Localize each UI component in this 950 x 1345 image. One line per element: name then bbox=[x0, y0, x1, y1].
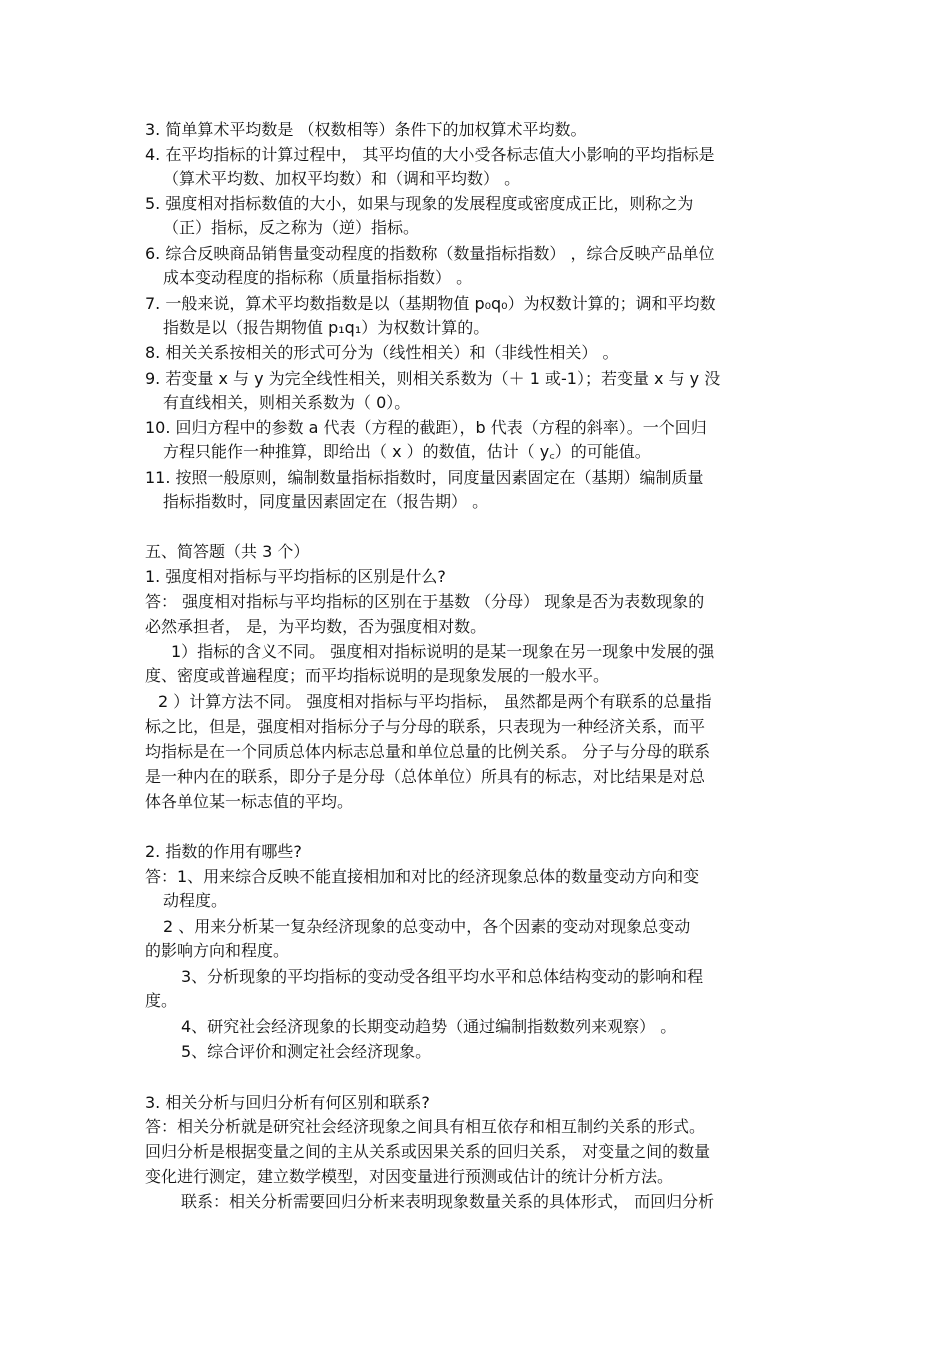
q1-answer-line: 均指标是在一个同质总体内标志总量和单位总量的比例关系。 分子与分母的联系 bbox=[145, 742, 711, 761]
q1-answer-line: 必然承担者， 是，为平均数，否为强度相对数。 bbox=[145, 617, 487, 636]
answer-5-line-2: （正）指标，反之称为（逆）指标。 bbox=[163, 218, 420, 237]
q1-answer-line: 度、密度或普遍程度；而平均指标说明的是现象发展的一般水平。 bbox=[145, 666, 610, 685]
q1-answer-line: 是一种内在的联系，即分子是分母（总体单位）所具有的标志，对比结果是对总 bbox=[145, 767, 706, 786]
q1-answer-line: 答： 强度相对指标与平均指标的区别在于基数 （分母） 现象是否为表数现象的 bbox=[145, 592, 705, 611]
answer-11-line-1: 11. 按照一般原则，编制数量指标指数时，同度量因素固定在（基期）编制质量 bbox=[145, 468, 704, 487]
question-2: 2. 指数的作用有哪些? bbox=[145, 842, 302, 861]
answer-7-line-2: 指数是以（报告期物值 p₁q₁）为权数计算的。 bbox=[163, 318, 490, 337]
answer-11-line-2: 指标指数时，同度量因素固定在（报告期） 。 bbox=[163, 492, 489, 511]
q2-answer-line: 4、研究社会经济现象的长期变动趋势（通过编制指数数列来观察） 。 bbox=[181, 1017, 677, 1036]
q2-answer-line: 动程度。 bbox=[163, 891, 228, 910]
answer-9-line-1: 9. 若变量 x 与 y 为完全线性相关，则相关系数为（＋ 1 或-1）；若变量 x 与 y 没 bbox=[145, 369, 721, 388]
q2-answer-line: 答：1、用来综合反映不能直接相加和对比的经济现象总体的数量变动方向和变 bbox=[145, 867, 700, 886]
answer-6-line-1: 6. 综合反映商品销售量变动程度的指数称（数量指标指数） ，综合反映产品单位 bbox=[145, 244, 715, 263]
answer-10-line-1: 10. 回归方程中的参数 a 代表（方程的截距），b 代表（方程的斜率）。一个回归 bbox=[145, 418, 707, 437]
q2-answer-line: 度。 bbox=[145, 991, 178, 1010]
q3-answer-line: 联系：相关分析需要回归分析来表明现象数量关系的具体形式， 而回归分析 bbox=[181, 1192, 715, 1211]
answer-3-line-1: 3. 简单算术平均数是 （权数相等）条件下的加权算术平均数。 bbox=[145, 120, 587, 139]
q2-answer-line: 2 、用来分析某一复杂经济现象的总变动中，各个因素的变动对现象总变动 bbox=[163, 917, 691, 936]
q2-answer-line: 的影响方向和程度。 bbox=[145, 941, 290, 960]
answer-4-line-2: （算术平均数、加权平均数）和（调和平均数） 。 bbox=[163, 169, 521, 188]
answer-7-line-1: 7. 一般来说，算术平均数指数是以（基期物值 p₀q₀）为权数计算的；调和平均数 bbox=[145, 294, 716, 313]
section-title: 五、简答题（共 3 个） bbox=[145, 542, 310, 561]
answer-10-line-2: 方程只能作一种推算，即给出（ x ）的数值，估计（ y꜀）的可能值。 bbox=[163, 442, 651, 461]
answer-8-line-1: 8. 相关关系按相关的形式可分为（线性相关）和（非线性相关） 。 bbox=[145, 343, 619, 362]
answer-4-line-1: 4. 在平均指标的计算过程中， 其平均值的大小受各标志值大小影响的平均指标是 bbox=[145, 145, 715, 164]
q2-answer-line: 5、综合评价和测定社会经济现象。 bbox=[181, 1042, 432, 1061]
question-1: 1. 强度相对指标与平均指标的区别是什么? bbox=[145, 567, 446, 586]
q3-answer-line: 变化进行测定，建立数学模型，对因变量进行预测或估计的统计分析方法。 bbox=[145, 1167, 674, 1186]
q1-answer-line: 体各单位某一标志值的平均。 bbox=[145, 792, 354, 811]
q3-answer-line: 回归分析是根据变量之间的主从关系或因果关系的回归关系， 对变量之间的数量 bbox=[145, 1142, 711, 1161]
q1-answer-line: 2 ）计算方法不同。 强度相对指标与平均指标， 虽然都是两个有联系的总量指 bbox=[158, 692, 712, 711]
answer-9-line-2: 有直线相关，则相关系数为（ 0）。 bbox=[163, 393, 411, 412]
answer-6-line-2: 成本变动程度的指标称（质量指标指数） 。 bbox=[163, 268, 473, 287]
q1-answer-line: 标之比，但是，强度相对指标分子与分母的联系，只表现为一种经济关系，而平 bbox=[145, 717, 706, 736]
answer-5-line-1: 5. 强度相对指标数值的大小，如果与现象的发展程度或密度成正比，则称之为 bbox=[145, 194, 694, 213]
q2-answer-line: 3、分析现象的平均指标的变动受各组平均水平和总体结构变动的影响和程 bbox=[181, 967, 704, 986]
q3-answer-line: 答：相关分析就是研究社会经济现象之间具有相互依存和相互制约关系的形式。 bbox=[145, 1117, 706, 1136]
q1-answer-line: 1）指标的含义不同。 强度相对指标说明的是某一现象在另一现象中发展的强 bbox=[171, 642, 715, 661]
question-3: 3. 相关分析与回归分析有何区别和联系? bbox=[145, 1093, 430, 1112]
